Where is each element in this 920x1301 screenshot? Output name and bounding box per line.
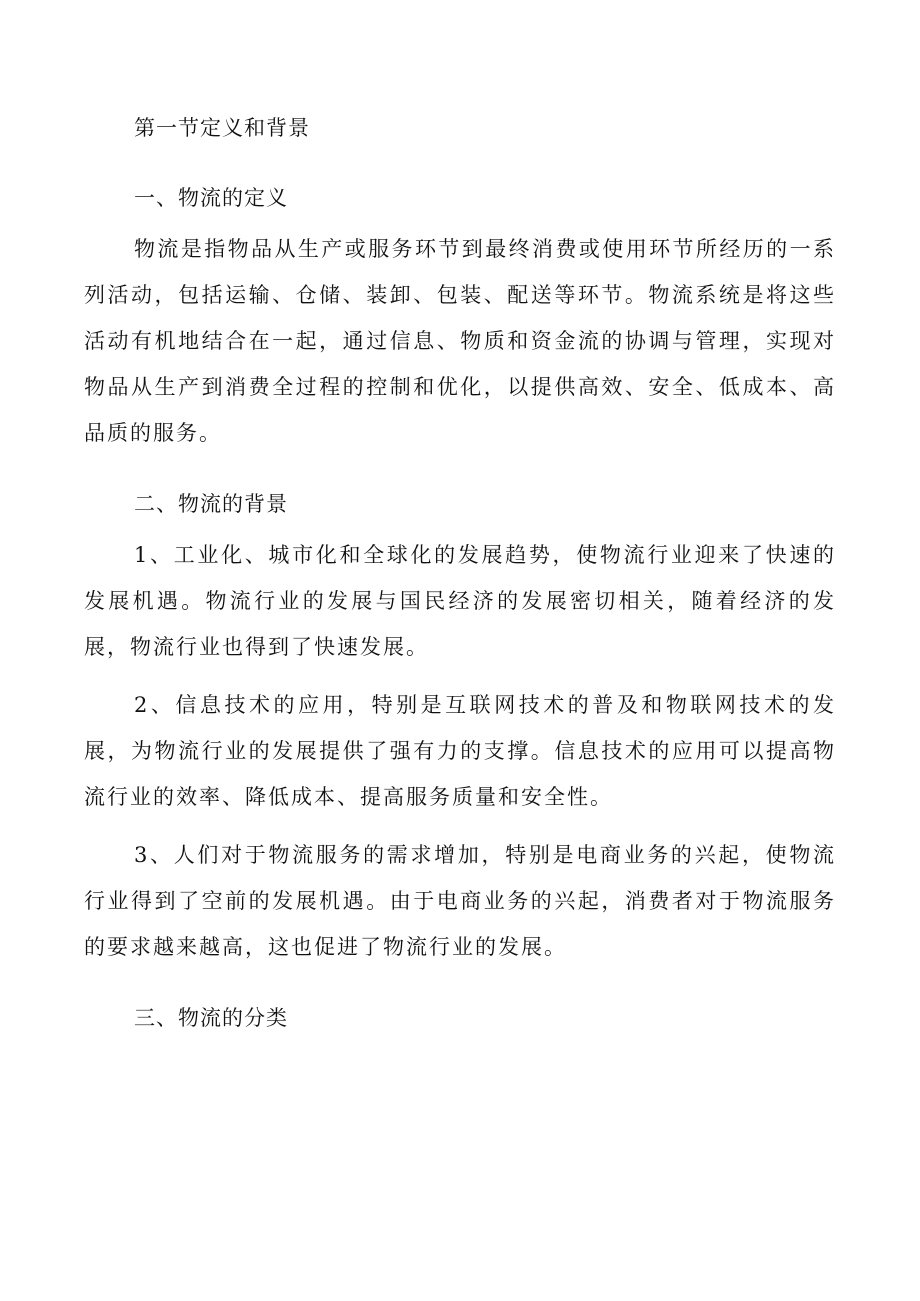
section-heading-background: 二、物流的背景 xyxy=(134,492,288,516)
paragraph-definition: 物流是指物品从生产或服务环节到最终消费或使用环节所经历的一系列活动，包括运输、仓储、装卸、包装、配送等环节。物流系统是将这些活动有机地结合在一起，通过信息、物质和资金流的协调与管理，实现对物品从生产到消费全过程的控制和优化，以提供高效、安全、低成本、高品质的服务。 xyxy=(84,237,836,445)
paragraph-background-1: 1、工业化、城市化和全球化的发展趋势，使物流行业迎来了快速的发展机遇。物流行业的发展与国民经济的发展密切相关，随着经济的发展，物流行业也得到了快速发展。 xyxy=(84,543,836,659)
section-heading-classification: 三、物流的分类 xyxy=(134,1006,288,1030)
chapter-title: 第一节定义和背景 xyxy=(134,116,310,140)
paragraph-background-3: 3、人们对于物流服务的需求增加，特别是电商业务的兴起，使物流行业得到了空前的发展机遇。由于电商业务的兴起，消费者对于物流服务的要求越来越高，这也促进了物流行业的发展。 xyxy=(84,843,836,959)
paragraph-background-2: 2、信息技术的应用，特别是互联网技术的普及和物联网技术的发展，为物流行业的发展提供了强有力的支撑。信息技术的应用可以提高物流行业的效率、降低成本、提高服务质量和安全性。 xyxy=(84,693,836,809)
section-heading-definition: 一、物流的定义 xyxy=(134,186,288,210)
